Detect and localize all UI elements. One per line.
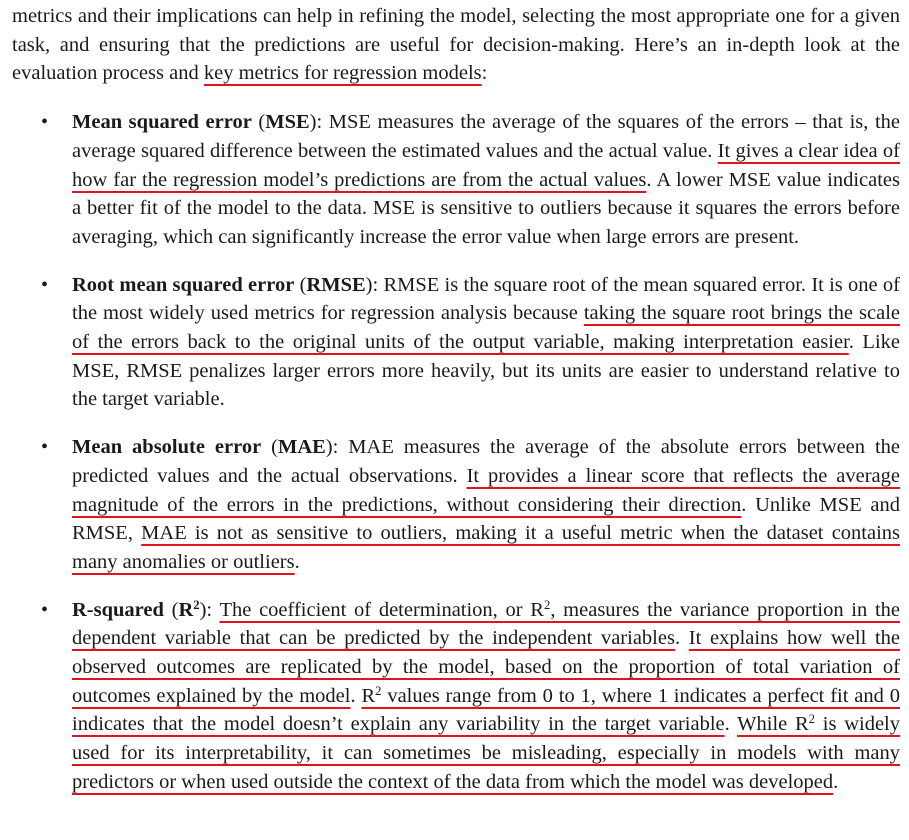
underlined-phrase: $R^2$ values range from 0 to 1, where 1 indicates a perfect fit and 0 indicates that the model doesn’t explain any variability in the target variable (72, 683, 900, 736)
body-text: . Like MSE, RMSE penalizes larger errors more heavily, but its units are easier to understand relative to the target variable. (72, 331, 900, 411)
intro-text-end: : (481, 62, 488, 85)
underlined-phrase: The coefficient of determination, or $R^2$, measures the variance proportion in the dependent variable that can be predicted by the independent variables (72, 597, 901, 650)
metric-abbreviation: RMSE (306, 273, 366, 296)
document-page (12, 0, 900, 797)
metric-name: Root mean squared error (72, 273, 295, 296)
underlined-phrase: taking the square root brings the scale of the errors back to the original units of the output variable, making interpretation easier (72, 302, 900, 354)
bullet-icon: • (41, 598, 49, 621)
body-text: . A lower MSE value indicates a better fit of the model to the data. MSE is sensitive to outliers because it squares the errors before averaging, which can significantly increase the error value when large errors are present. (72, 168, 900, 248)
underlined-phrase: It gives a clear idea of how far the regression model’s predictions are from the actual values (72, 139, 900, 191)
underlined-phrase: While $R^2$ is widely used for its interpretability, it can sometimes be misleading, especially in models with many predictors or when used outside the context of the data from which the model was developed (72, 712, 901, 793)
bullet-icon: • (41, 273, 49, 296)
bullet-icon: • (41, 436, 49, 459)
metrics-list (12, 108, 900, 796)
metric-abbreviation: MAE (277, 436, 326, 459)
metric-item-rmse: • Root mean squared error (RMSE): RMSE is the square root of the mean squared error. It is one of the most widely used metrics for regression analysis because taking the square root brings the scale of the errors back to the original units of the output variable, making interpretation easier. Like MSE, RMSE penalizes larger errors more heavily, but its units are easier to understand relative to the target variable. (72, 271, 900, 415)
metric-name: R-squared (72, 598, 164, 621)
intro-underlined-phrase: key metrics for regression models (203, 62, 482, 85)
body-text: . Unlike MSE and RMSE, (72, 493, 900, 545)
body-text: . (294, 550, 300, 573)
body-text: . (833, 770, 839, 793)
body-text: . (724, 713, 738, 736)
metric-name: Mean squared error (72, 111, 252, 134)
metric-item-mse: • Mean squared error (MSE): MSE measures the average of the squares of the errors – that is, the average squared difference between the estimated values and the actual value. It gives a clear idea of how far the regression model’s predictions are from the actual values. A lower MSE value indicates a better fit of the model to the data. MSE is sensitive to outliers because it squares the errors before averaging, which can significantly increase the error value when large errors are present. (72, 108, 900, 252)
metric-item-mae: • Mean absolute error (MAE): MAE measures the average of the absolute errors between the predicted values and the actual observations. It provides a linear score that reflects the average magnitude of the errors in the predictions, without considering their direction. Unlike MSE and RMSE, MAE is not as sensitive to outliers, making it a useful metric when the dataset contains many anomalies or outliers. (72, 433, 900, 577)
metric-abbreviation: MSE (265, 111, 310, 134)
metric-item-r-squared: • R-squared $(R^2)$: The coefficient of determination, or $R^2$, measures the variance proportion in the dependent variable that can be predicted by the independent variables. It explains how well the observed outcomes are replicated by the model, based on the proportion of total variation of outcomes explained by the model. $R^2$ values range from 0 to 1, where 1 indicates a perfect fit and 0 indicates that the model doesn’t explain any variability in the target variable. While $R^2$ is widely used for its interpretability, it can sometimes be misleading, especially in models with many predictors or when used outside the context of the data from which the model was developed. (72, 596, 900, 797)
underlined-phrase: It provides a linear score that reflects the average magnitude of the errors in the predictions, without considering their direction (72, 464, 900, 516)
underlined-phrase: It explains how well the observed outcomes are replicated by the model, based on the proportion of total variation of outcomes explained by the model (72, 627, 900, 707)
bullet-icon: • (41, 111, 49, 134)
metric-name: Mean absolute error (72, 436, 262, 459)
underlined-phrase: MAE is not as sensitive to outliers, making it a useful metric when the dataset contains many anomalies or outliers (72, 522, 901, 573)
intro-paragraph (12, 2, 900, 88)
body-text: . (674, 627, 689, 650)
body-text: MAE measures the average of the absolute errors between the predicted values and the actual observations. (72, 436, 901, 487)
intro-text: metrics and their implications can help in refining the model, selecting the most appropriate one for a given task, and ensuring that the predictions are useful for decision-making. Here’s an in-depth look at the evaluation process and (12, 5, 900, 85)
metric-abbreviation: $R^2$ (178, 597, 200, 621)
body-text: . (350, 684, 362, 707)
body-text: MSE measures the average of the squares of the errors – that is, the average squared difference between the estimated values and the actual value. (72, 111, 900, 162)
body-text: RMSE is the square root of the mean squared error. It is one of the most widely used metrics for regression analysis because (72, 273, 901, 325)
